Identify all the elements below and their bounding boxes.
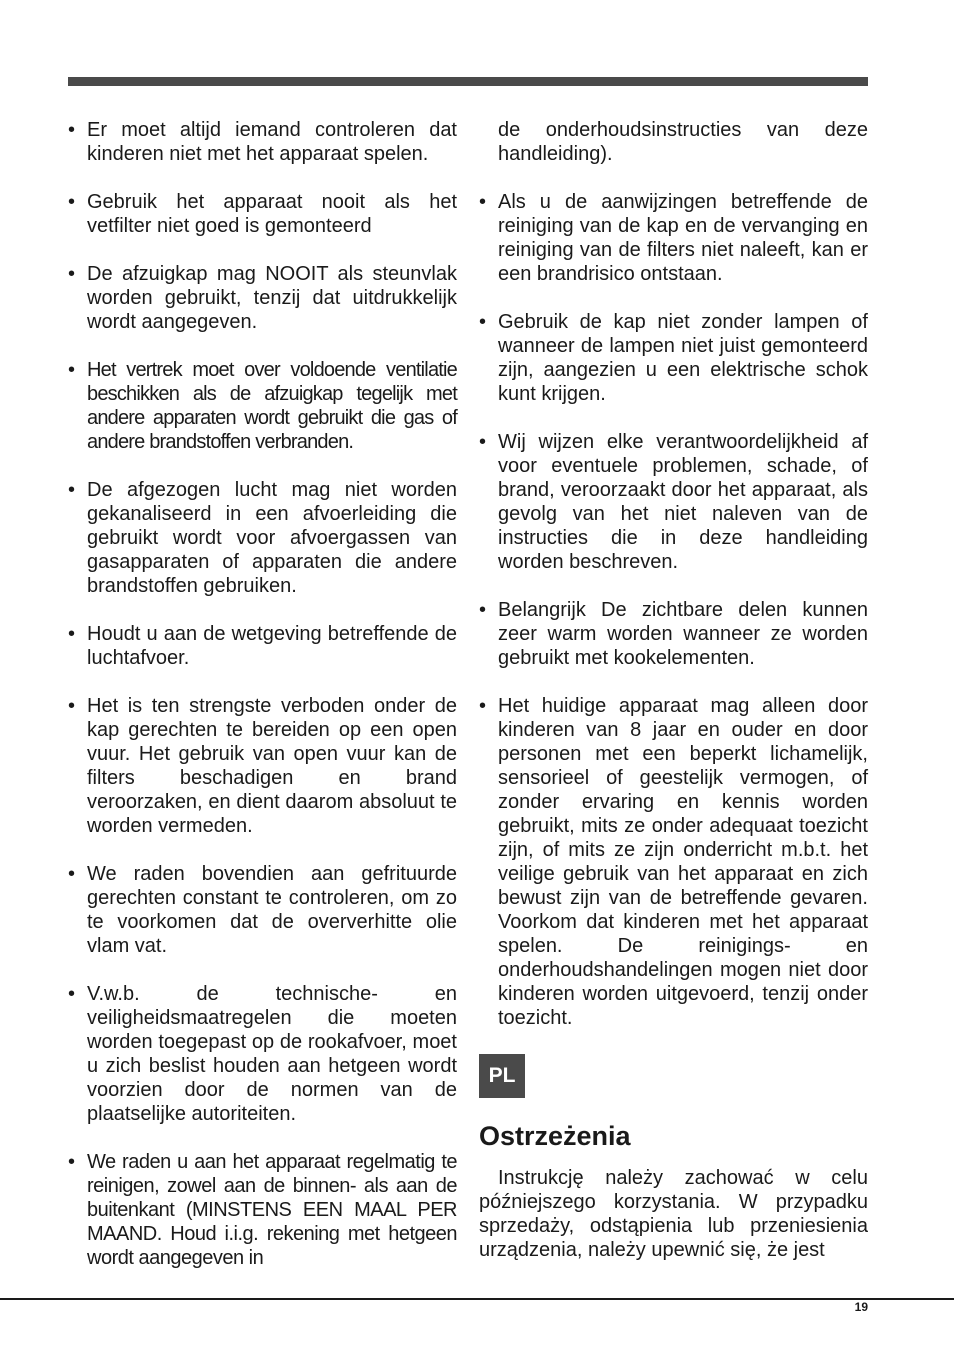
left-column (68, 118, 457, 1294)
header-bar (68, 77, 868, 86)
intro-paragraph: Instrukcję należy zachować w celu późniejszego korzystania. W przypadku sprzedaży, odstąpienia lub przeniesienia urządzenia, należy upewnić się, że jest (479, 1167, 868, 1261)
section-title: Ostrzeżenia (479, 1121, 631, 1151)
list-item: • Er moet altijd iemand controleren dat kinderen niet met het apparaat spelen. (68, 118, 457, 166)
list-item: • De afgezogen lucht mag niet worden gekanaliseerd in een afvoerleiding die gebruikt wordt voor afvoergassen van gasapparaten of apparaten die andere brandstoffen gebruiken. (68, 478, 457, 598)
list-item: • Gebruik de kap niet zonder lampen of wanneer de lampen niet juist gemonteerd zijn, aangezien u een elektrische schok kunt krijgen. (479, 310, 868, 406)
list-item: • Het is ten strengste verboden onder de kap gerechten te bereiden op een open vuur. Het gebruik van open vuur kan de filters beschadigen en brand veroorzaken, en dient daarom absoluut te worden vermeden. (68, 694, 457, 838)
continued-text: de onderhoudsinstructies van deze handleiding). (498, 119, 868, 165)
list-item: • We raden bovendien aan gefrituurde gerechten constant te controleren, om zo te voorkomen dat de oververhitte olie vlam vat. (68, 862, 457, 958)
list-item: • Gebruik het apparaat nooit als het vetfilter niet goed is gemonteerd (68, 190, 457, 238)
right-column (479, 118, 868, 1262)
footer-rule (0, 1298, 954, 1300)
list-item: • Het vertrek moet over voldoende ventilatie beschikken als de afzuigkap tegelijk met andere apparaten wordt gebruikt die gas of andere brandstoffen verbranden. (68, 358, 457, 454)
list-item: • Houdt u aan de wetgeving betreffende de luchtafvoer. (68, 622, 457, 670)
list-item: • Het huidige apparaat mag alleen door kinderen van 8 jaar en ouder en door personen met een beperkt lichamelijk, sensorieel of geestelijk vermogen, of zonder ervaring en kennis worden gebruikt, mits ze onder adequaat toezicht zijn, of mits ze zijn onderricht m.b.t. het veilige gebruik van het apparaat en zich bewust zijn van de betreffende gevaren. Voorkom dat kinderen met het apparaat spelen. De reinigings- en onderhoudshandelingen mogen niet door kinderen worden uitgevoerd, tenzij onder toezicht. (479, 694, 868, 1030)
warning-list-right (479, 190, 868, 1030)
warning-list-left (68, 118, 457, 1270)
list-item: • Wij wijzen elke verantwoordelijkheid af voor eventuele problemen, schade, of brand, veroorzaakt door het apparaat, als gevolg van het niet naleven van de instructies die in deze handleiding worden beschreven. (479, 430, 868, 574)
list-item: • Belangrijk De zichtbare delen kunnen zeer warm worden wanneer ze worden gebruikt met kookelementen. (479, 598, 868, 670)
list-item: • We raden u aan het apparaat regelmatig te reinigen, zowel aan de binnen- als aan de buitenkant (MINSTENS EEN MAAL PER MAAND. Houd i.i.g. rekening met hetgeen wordt aangegeven in (68, 1150, 457, 1270)
language-badge: PL (479, 1054, 525, 1098)
page-number: 19 (854, 1300, 868, 1314)
list-item: • V.w.b. de technische- en veiligheidsmaatregelen die moeten worden toegepast op de rookafvoer, moet u zich beslist houden aan hetgeen wordt voorzien door de normen van de plaatselijke autoriteiten. (68, 982, 457, 1126)
list-item: • De afzuigkap mag NOOIT als steunvlak worden gebruikt, tenzij dat uitdrukkelijk wordt aangegeven. (68, 262, 457, 334)
list-item: • Als u de aanwijzingen betreffende de reiniging van de kap en de vervanging en reiniging van de filters niet naleeft, kan er een brandrisico ontstaan. (479, 190, 868, 286)
